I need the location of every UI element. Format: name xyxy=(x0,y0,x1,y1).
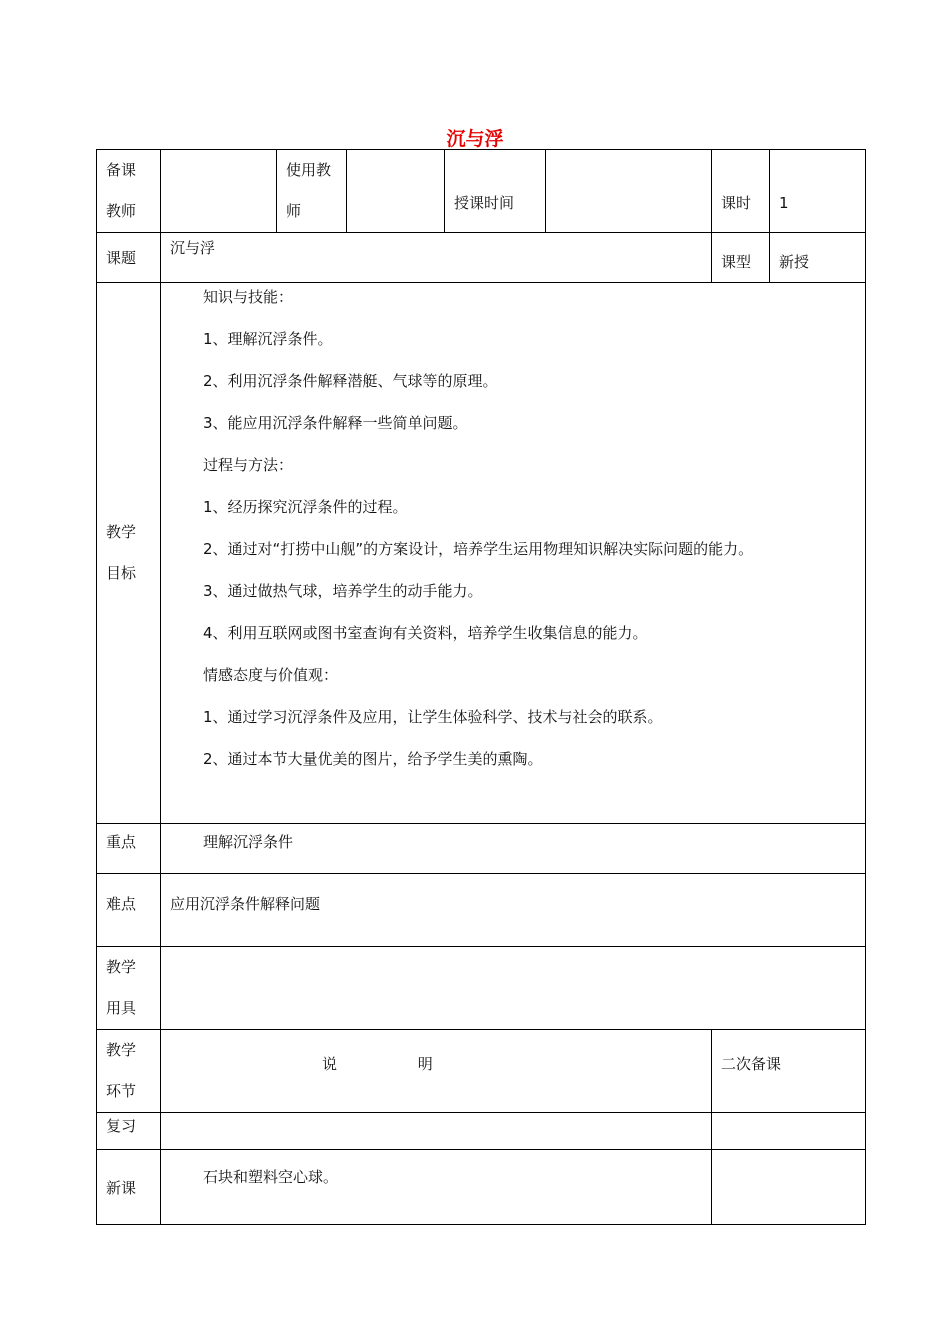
tools-label-cell xyxy=(97,947,161,1030)
description-char-1: 说 xyxy=(322,1055,338,1073)
tools-label-line-2: 用具 xyxy=(106,999,137,1017)
objective-line: 3、能应用沉浮条件解释一些简单问题。 xyxy=(203,414,468,432)
objective-line: 1、经历探究沉浮条件的过程。 xyxy=(203,498,408,516)
objective-line: 情感态度与价值观： xyxy=(203,666,339,684)
description-char-2: 明 xyxy=(417,1055,433,1073)
type-label-cell: 课型 xyxy=(712,233,770,283)
stages-label-line-2: 环节 xyxy=(106,1082,137,1100)
objectives-label-line-2: 目标 xyxy=(106,564,137,582)
lesson-plan-table xyxy=(96,149,866,1225)
teacher-label-cell xyxy=(97,150,161,233)
objective-line: 过程与方法： xyxy=(203,456,294,474)
teacher-label-line-2: 教师 xyxy=(106,202,137,220)
period-label-cell: 课时 xyxy=(712,150,770,233)
stages-label-cell xyxy=(97,1030,161,1113)
objectives-content-cell xyxy=(161,283,866,824)
teacher-label-line-1: 备课 xyxy=(106,161,137,179)
user-label-line-2: 师 xyxy=(286,202,302,220)
tools-label-line-1: 教学 xyxy=(106,958,137,976)
tools-value-cell[interactable] xyxy=(161,947,866,1030)
user-label-cell xyxy=(277,150,347,233)
objective-line: 知识与技能： xyxy=(203,288,294,306)
topic-value-cell: 沉与浮 xyxy=(161,233,712,283)
key-point-value-cell: 理解沉浮条件 xyxy=(161,824,866,874)
document-title: 沉与浮 xyxy=(446,128,504,150)
topic-row xyxy=(97,233,866,283)
user-value-cell[interactable] xyxy=(347,150,445,233)
stages-description-header xyxy=(161,1030,712,1113)
teacher-value-cell[interactable] xyxy=(161,150,277,233)
objectives-label-line-1: 教学 xyxy=(106,523,137,541)
objective-line: 2、通过对“打捞中山舰”的方案设计，培养学生运用物理知识解决实际问题的能力。 xyxy=(203,540,754,558)
objective-line: 1、通过学习沉浮条件及应用，让学生体验科学、技术与社会的联系。 xyxy=(203,708,663,726)
objectives-row xyxy=(97,283,866,824)
review-note-cell[interactable] xyxy=(712,1113,866,1150)
new-lesson-note-cell[interactable] xyxy=(712,1150,866,1225)
time-value-cell[interactable] xyxy=(546,150,712,233)
user-label-line-1: 使用教 xyxy=(286,161,332,179)
review-content-cell[interactable] xyxy=(161,1113,712,1150)
difficulty-value-cell: 应用沉浮条件解释问题 xyxy=(161,874,866,947)
new-lesson-row xyxy=(97,1150,866,1225)
topic-label-cell: 课题 xyxy=(97,233,161,283)
header-row xyxy=(97,150,866,233)
objective-line: 4、利用互联网或图书室查询有关资料，培养学生收集信息的能力。 xyxy=(203,624,648,642)
period-value-cell: 1 xyxy=(770,150,866,233)
objective-line: 3、通过做热气球，培养学生的动手能力。 xyxy=(203,582,483,600)
type-value-cell: 新授 xyxy=(770,233,866,283)
new-lesson-label-cell: 新课 xyxy=(97,1150,161,1225)
tools-row xyxy=(97,947,866,1030)
stages-header-row xyxy=(97,1030,866,1113)
stages-label-line-1: 教学 xyxy=(106,1041,137,1059)
second-prep-header: 二次备课 xyxy=(712,1030,866,1113)
objective-line: 2、利用沉浮条件解释潜艇、气球等的原理。 xyxy=(203,372,498,390)
objective-line: 2、通过本节大量优美的图片，给予学生美的熏陶。 xyxy=(203,750,543,768)
review-label-cell: 复习 xyxy=(97,1113,161,1150)
key-point-label-cell: 重点 xyxy=(97,824,161,874)
objective-line: 1、理解沉浮条件。 xyxy=(203,330,333,348)
new-lesson-content-cell: 石块和塑料空心球。 xyxy=(161,1150,712,1225)
key-point-row xyxy=(97,824,866,874)
difficulty-row xyxy=(97,874,866,947)
objectives-label-cell xyxy=(97,283,161,824)
time-label-cell: 授课时间 xyxy=(445,150,546,233)
difficulty-label-cell: 难点 xyxy=(97,874,161,947)
review-row xyxy=(97,1113,866,1150)
